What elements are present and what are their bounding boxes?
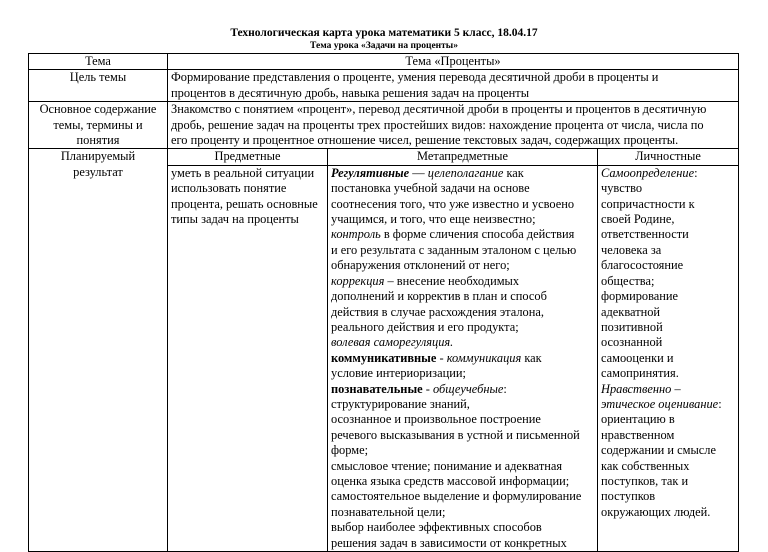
personal-line: ориентацию в <box>601 412 675 427</box>
content-line: его проценту и процентное отношение чисел, решение текстовых задач, содержащих проценты. <box>171 133 679 148</box>
personal-line: этическое оценивание: <box>601 396 722 411</box>
content-label-line: понятия <box>76 133 120 148</box>
goal-label-cell: Цель темы <box>29 70 168 102</box>
content-row <box>29 102 739 149</box>
meta-line: Регулятивные — целеполагание как <box>331 165 524 180</box>
result-label-line: результат <box>73 164 123 179</box>
meta-line: действия в случае расхождения эталона, <box>331 304 544 319</box>
content-label-line: Основное содержание <box>39 102 157 117</box>
content-line: Знакомство с понятием «процент», перевод десятичной дроби в проценты и процентов в десятичную <box>171 102 707 117</box>
meta-line: форме; <box>331 443 369 458</box>
meta-line: реального действия и его продукта; <box>331 319 519 334</box>
meta-line: волевая саморегуляция. <box>331 335 454 350</box>
personal-line: осознанной <box>601 335 663 350</box>
meta-line: самостоятельное выделение и формулирование <box>331 489 582 504</box>
personal-line: своей Родине, <box>601 212 675 227</box>
meta-line: и его результата с заданным эталоном с целью <box>331 242 577 257</box>
meta-column-header: Метапредметные <box>328 149 598 165</box>
tech-card-table <box>28 53 739 552</box>
personal-line: сопричастности к <box>601 196 695 211</box>
goal-row <box>29 70 739 102</box>
result-label-cell <box>29 149 168 552</box>
result-header-row <box>29 149 739 165</box>
meta-line: выбор наиболее эффективных способов <box>331 520 542 535</box>
subject-line: процента, решать основные <box>171 196 318 211</box>
personal-line: поступков, так и <box>601 473 689 488</box>
meta-line: учащимся, и того, что еще неизвестно; <box>331 212 536 227</box>
goal-line: процентов в десятичную дробь, навыка решения задач на проценты <box>171 85 530 100</box>
document-title: Технологическая карта урока математики 5 класс, 18.04.17 <box>230 27 538 39</box>
meta-line: оценка языка средств массовой информации; <box>331 473 570 488</box>
meta-line: познавательные - общеучебные: <box>331 381 507 396</box>
subject-line: типы задач на проценты <box>171 212 299 227</box>
meta-line: коммуникативные - коммуникация как <box>331 350 542 365</box>
goal-line: Формирование представления о проценте, умения перевода десятичной дроби в проценты и <box>171 70 659 85</box>
personal-line: Самоопределение: <box>601 165 698 180</box>
meta-line: смысловое чтение; понимание и адекватная <box>331 458 563 473</box>
personal-line: Нравственно – <box>601 381 681 396</box>
personal-line: формирование <box>601 289 679 304</box>
meta-line: обнаружения отклонений от него; <box>331 258 510 273</box>
personal-results-cell <box>598 165 739 551</box>
personal-line: самопринятия. <box>601 366 679 381</box>
personal-line: как собственных <box>601 458 690 473</box>
header-theme-value-cell: Тема «Проценты» <box>168 54 739 70</box>
meta-line: коррекция – внесение необходимых <box>331 273 520 288</box>
meta-line: дополнений и корректив в план и способ <box>331 289 547 304</box>
personal-line: позитивной <box>601 319 663 334</box>
personal-line: самооценки и <box>601 350 674 365</box>
content-text-cell <box>168 102 739 149</box>
personal-line: адекватной <box>601 304 661 319</box>
meta-line: решения задач в зависимости от конкретных <box>331 535 567 550</box>
personal-line: чувство <box>601 181 643 196</box>
meta-line: структурирование знаний, <box>331 396 470 411</box>
meta-line: познавательной цели; <box>331 504 446 519</box>
meta-line: контроль в форме сличения способа действия <box>331 227 575 242</box>
meta-line: условие интериоризации; <box>331 366 466 381</box>
meta-line: соотнесения того, что уже известно и усвоено <box>331 196 575 211</box>
subject-column-header: Предметные <box>168 149 328 165</box>
subject-line: использовать понятие <box>171 181 287 196</box>
personal-line: окружающих людей. <box>601 504 711 519</box>
meta-heading-communicative: коммуникативные <box>331 350 437 365</box>
personal-line: содержании и смысле <box>601 443 716 458</box>
meta-line: речевого высказывания в устной и письменной <box>331 427 580 442</box>
meta-heading-cognitive: познавательные <box>331 381 423 396</box>
document-subtitle: Тема урока «Задачи на проценты» <box>310 41 458 51</box>
personal-line: ответственности <box>601 227 689 242</box>
content-label-cell <box>29 102 168 149</box>
goal-text-cell <box>168 70 739 102</box>
header-theme-cell: Тема <box>29 54 168 70</box>
subject-results-cell <box>168 165 328 551</box>
content-line: дробь, решение задач на проценты трех простейших видов: нахождение процента от числа, числа по <box>171 117 704 132</box>
personal-line: поступков <box>601 489 656 504</box>
subject-line: уметь в реальной ситуации <box>171 165 315 180</box>
personal-line: общества; <box>601 273 655 288</box>
personal-line: человека за <box>601 242 662 257</box>
personal-column-header: Личностные <box>598 149 739 165</box>
meta-line: постановка учебной задачи на основе <box>331 181 530 196</box>
personal-line: нравственном <box>601 427 675 442</box>
meta-line: осознанное и произвольное построение <box>331 412 541 427</box>
meta-results-cell <box>328 165 598 551</box>
content-label-line: темы, термины и <box>53 117 143 132</box>
result-label-line: Планируемый <box>60 149 136 164</box>
table-header-row <box>29 54 739 70</box>
personal-line: благосостояние <box>601 258 684 273</box>
meta-heading-regulative: Регулятивные <box>331 165 410 180</box>
